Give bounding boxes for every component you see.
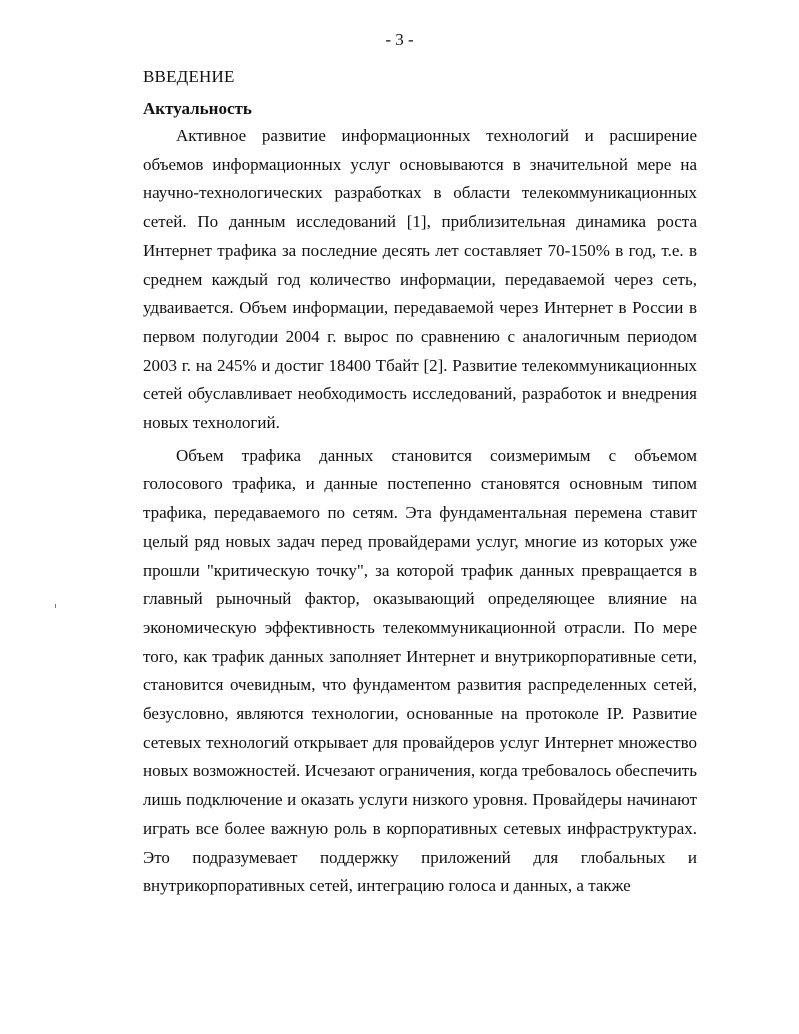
paragraph-1: Активное развитие информационных технологий и расширение объемов информационных услуг основываются в значительной мере на научно-технологических разработках в области телекоммуникационных сетей. По данным исследований [1], приблизительная динамика роста Интернет трафика за последние десять лет составляет 70-150% в год, т.е. в среднем каждый год количество информации, передаваемой через сеть, удваивается. Объем информации, передаваемой через Интернет в России в первом полугодии 2004 г. вырос по сравнению с аналогичным периодом 2003 г. на 245% и достиг 18400 Тбайт [2]. Развитие телекоммуникационных сетей обуславливает необходимость исследований, разработок и внедрения новых технологий.	[143, 126, 697, 433]
margin-mark	[55, 604, 56, 608]
page-number: - 3 -	[385, 30, 414, 49]
subsection-heading: Актуальность	[143, 99, 252, 118]
paragraph-2: Объем трафика данных становится соизмеримым с объемом голосового трафика, и данные постепенно становятся основным типом трафика, передаваемого по сетям. Эта фундаментальная перемена ставит целый ряд новых задач перед провайдерами услуг, многие из которых уже прошли "критическую точку", за которой трафик данных превращается в главный рыночный фактор, оказывающий определяющее влияние на экономическую эффективность телекоммуникационной отрасли. По мере того, как трафик данных заполняет Интернет и внутрикорпоративные сети, становится очевидным, что фундаментом развития распределенных сетей, безусловно, являются технологии, основанные на протоколе IP. Развитие сетевых технологий открывает для провайдеров услуг Интернет множество новых возможностей. Исчезают ограничения, когда требовалось обеспечить лишь подключение и оказать услуги низкого уровня. Провайдеры начинают играть все более важную роль в корпоративных сетевых инфраструктурах. Это подразумевает поддержку приложений для глобальных и внутрикорпоративных сетей, интеграцию голоса и данных, а также	[143, 445, 697, 896]
document-body	[143, 66, 697, 901]
section-heading: ВВЕДЕНИЕ	[143, 67, 235, 86]
